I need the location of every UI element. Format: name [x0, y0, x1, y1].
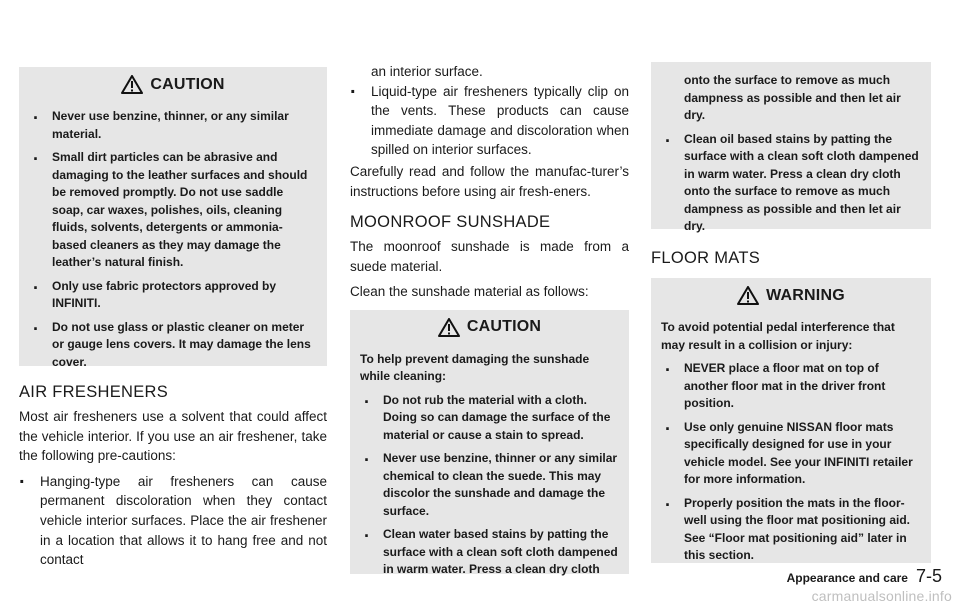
- section-heading-moonroof: MOONROOF SUNSHADE: [350, 213, 551, 232]
- caution-header: [360, 318, 619, 337]
- caution-item: . Clean oil based stains by patting the surface with a clean soft cloth dampened in warm water. Press a clean dry cloth onto the surface to remove as much dampness as possible and then let air dry.: [661, 131, 921, 236]
- caution-list: [29, 108, 317, 371]
- warning-item: . Properly position the mats in the floor-well using the floor mat positioning aid. See “Floor mat positioning aid” later in this section.: [661, 495, 921, 565]
- warning-list: [661, 360, 921, 565]
- caution-continuation: onto the surface to remove as much dampness as possible and then let air dry.: [684, 73, 901, 122]
- caution-item: . Do not rub the material with a cloth. Doing so can damage the surface of the material or cause a stain to spread.: [360, 392, 619, 445]
- warning-item: . Use only genuine NISSAN floor mats specifically designed for use in your vehicle model. See your INFINITI retailer for more information.: [661, 419, 921, 489]
- page-number: 7-5: [915, 566, 942, 586]
- caution-item: . Only use fabric protectors approved by INFINITI.: [29, 278, 317, 313]
- caution-title: CAUTION: [150, 75, 225, 93]
- watermark: carmanualsonline.info: [811, 588, 952, 604]
- warning-triangle-icon: [737, 286, 759, 305]
- caution-item: . Never use benzine, thinner or any similar chemical to clean the suede. This may discolor the sunshade and damage the surface.: [360, 450, 619, 520]
- warning-triangle-icon: [438, 318, 460, 337]
- caution-box-sunshade: [350, 310, 629, 577]
- warning-item: . NEVER place a floor mat on top of another floor mat in the driver front position.: [661, 360, 921, 413]
- warning-title: WARNING: [766, 286, 845, 304]
- footer-section-name: Appearance and care: [786, 571, 908, 585]
- caution-box-continued: [651, 62, 931, 233]
- caution-title: CAUTION: [466, 318, 542, 336]
- page-footer: [787, 566, 942, 587]
- caution-lead: To help prevent damaging the sunshade while cleaning:: [360, 351, 590, 384]
- column-middle: [350, 62, 629, 577]
- caution-list: [360, 392, 619, 579]
- moonroof-paragraph-1: The moonroof sunshade is made from a suede material.: [350, 239, 629, 274]
- section-heading-air-fresheners: AIR FRESHENERS: [19, 383, 169, 401]
- warning-triangle-icon: [121, 75, 143, 94]
- section-heading-floor-mats: FLOOR MATS: [651, 249, 761, 267]
- warning-lead: To avoid potential pedal interference that may result in a collision or injury:: [661, 320, 895, 352]
- air-bullet-liquid: . Liquid-type air fresheners typically clip on the vents. These products can cause immediate damage and discoloration when spilled on interior surfaces.: [350, 82, 629, 160]
- warning-header: [661, 286, 921, 305]
- column-right: [651, 62, 931, 563]
- air-fresheners-section: [19, 383, 327, 570]
- air-closing-paragraph: Carefully read and follow the manufac-turer’s instructions before using air fresh-eners.: [350, 163, 629, 199]
- caution-item: . Small dirt particles can be abrasive and damaging to the leather surfaces and should be removed promptly. Do not use saddle soap, car waxes, polishes, oils, cleaning fluids, solvents, detergents or ammonia-based cleaners as they may damage the leather’s natural finish.: [29, 149, 317, 272]
- column-left: [19, 0, 327, 572]
- air-bullet-hanging: . Hanging-type air fresheners can cause permanent discoloration when they contact vehicle interior surfaces. Place the air freshener in a location that allows it to hang free and not contact: [19, 472, 327, 570]
- air-bullet-continuation: an interior surface.: [371, 64, 483, 79]
- warning-box-floor-mats: [651, 278, 931, 563]
- caution-item: . Never use benzine, thinner, or any similar material.: [29, 108, 317, 143]
- caution-header: [29, 75, 317, 94]
- caution-list: [661, 131, 921, 236]
- caution-item: . Do not use glass or plastic cleaner on meter or gauge lens covers. It may damage the lens cover.: [29, 319, 317, 372]
- moonroof-paragraph-2: Clean the sunshade material as follows:: [350, 284, 589, 300]
- caution-item: . Clean water based stains by patting the surface with a clean soft cloth dampened in warm water. Press a clean dry cloth: [360, 526, 619, 579]
- air-intro-paragraph: Most air fresheners use a solvent that could affect the vehicle interior. If you use an air freshener, take the following pre-cautions:: [19, 409, 327, 464]
- caution-box-leather: [19, 67, 327, 369]
